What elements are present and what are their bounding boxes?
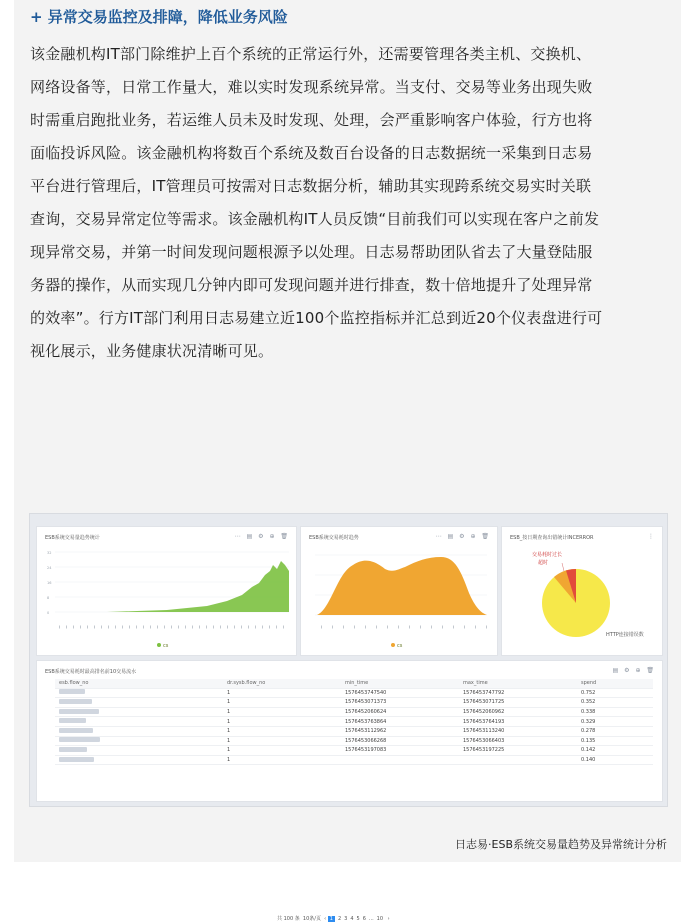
table-cell: 1 [223, 726, 341, 736]
paragraph-line: 网络设备等，日常工作量大，难以实时发现系统异常。当支付、交易等业务出现失败 [30, 78, 593, 96]
table-cell [55, 698, 223, 708]
pie-label: 交易耗时过长 [532, 552, 563, 558]
card-title: ESB系统交易耗时最高排名前10交易流水 [45, 669, 137, 675]
section-heading: + 异常交易监控及排障，降低业务风险 [30, 8, 288, 26]
redacted-value [59, 709, 99, 714]
paragraph-line: 视化展示，业务健康状况清晰可见。 [30, 342, 274, 360]
paragraph-line: 时需重启跑批业务，若运维人员未及时发现、处理，会严重影响客户体验，行方也将 [30, 111, 593, 129]
redacted-value [59, 737, 100, 742]
table-cell: 1576453197083 [341, 746, 459, 756]
prev-page-icon[interactable]: ‹ [324, 916, 327, 922]
table-row[interactable] [55, 755, 653, 765]
page-number[interactable]: 10 [376, 916, 384, 922]
paragraph-line: 面临投诉风险。该金融机构将数百个系统及数百台设备的日志数据统一采集到日志易 [30, 144, 593, 162]
svg-text:0: 0 [47, 611, 50, 615]
flow-table [55, 679, 653, 765]
table-cell: 1576453066268 [341, 736, 459, 746]
table-row[interactable] [55, 688, 653, 698]
chart-legend[interactable]: cs [391, 643, 402, 649]
column-header[interactable]: max_time [459, 679, 577, 688]
paragraph-line: 务器的操作，从而实现几分钟内即可发现问题并进行排查，数十倍地提升了处理异常 [30, 276, 593, 294]
table-cell: 0.338 [577, 707, 653, 717]
redacted-value [59, 747, 87, 752]
card-title: ESB_按日期查询出错统计INCERROR [510, 535, 594, 541]
table-cell: 1576453747792 [459, 688, 577, 698]
table-row[interactable] [55, 707, 653, 717]
page-number[interactable]: 6 [362, 916, 366, 922]
paragraph-line: 的效率”。行方IT部门利用日志易建立近100个监控指标并汇总到近20个仪表盘进行可 [30, 309, 603, 327]
column-header[interactable]: dr.sysb.flow_no [223, 679, 341, 688]
paragraph-line: 现异常交易，并第一时间发现问题根源予以处理。日志易帮助团队省去了大量登陆服 [30, 243, 593, 261]
card-toolbar[interactable]: ⋯ ▤ ⚙ ⊕ 🗑 [435, 533, 491, 540]
table-row[interactable] [55, 736, 653, 746]
volume-area-chart [37, 527, 296, 655]
table-cell: 1576453112962 [341, 726, 459, 736]
table-cell: 1576453763864 [341, 717, 459, 727]
table-cell: 1576453071725 [459, 698, 577, 708]
redacted-value [59, 699, 92, 704]
volume-trend-card [36, 526, 297, 656]
page-number[interactable]: 4 [350, 916, 354, 922]
pager-total: 共 100 条 [277, 916, 300, 922]
more-icon[interactable]: ⋮ [648, 533, 656, 540]
svg-text:32: 32 [47, 551, 52, 555]
pie-legend-label: HTTP连接错误数 [606, 632, 644, 638]
page-number[interactable]: 3 [344, 916, 348, 922]
table-header-row [55, 679, 653, 688]
table-cell: 0.352 [577, 698, 653, 708]
table-cell: 1576452060624 [341, 707, 459, 717]
article-paragraph [30, 38, 666, 368]
column-header[interactable]: min_time [341, 679, 459, 688]
card-title: ESB系统交易量趋势统计 [45, 535, 100, 541]
page-number[interactable]: ... [368, 916, 374, 922]
table-cell: 1 [223, 717, 341, 727]
table-cell: 0.135 [577, 736, 653, 746]
table-cell [55, 726, 223, 736]
table-cell: 1576453066403 [459, 736, 577, 746]
redacted-value [59, 728, 93, 733]
table-cell: 1576453197225 [459, 746, 577, 756]
card-title: ESB系统交易耗时趋势 [309, 535, 359, 541]
table-cell: 1 [223, 746, 341, 756]
table-cell [459, 755, 577, 765]
table-row[interactable] [55, 746, 653, 756]
table-cell: 0.140 [577, 755, 653, 765]
chart-legend[interactable]: cs [157, 643, 168, 649]
table-cell: 0.329 [577, 717, 653, 727]
table-cell [55, 736, 223, 746]
pie-label: 超时 [538, 560, 549, 566]
table-cell [55, 755, 223, 765]
table-row[interactable] [55, 717, 653, 727]
table-cell: 0.142 [577, 746, 653, 756]
redacted-value [59, 718, 86, 723]
table-cell: 1576453113240 [459, 726, 577, 736]
table-cell: 1576453071373 [341, 698, 459, 708]
table-row[interactable] [55, 698, 653, 708]
svg-text:8: 8 [47, 596, 50, 600]
latency-trend-card [300, 526, 498, 656]
table-cell: 1 [223, 755, 341, 765]
column-header[interactable]: esb.flow_no [55, 679, 223, 688]
table-cell: 1576453764193 [459, 717, 577, 727]
error-pie-card [501, 526, 663, 656]
card-toolbar[interactable]: ⋯ ▤ ⚙ ⊕ 🗑 [234, 533, 290, 540]
page-number[interactable]: 1 [329, 916, 333, 922]
next-page-icon[interactable]: › [387, 916, 390, 922]
paragraph-line: 平台进行管理后，IT管理员可按需对日志数据分析，辅助其实现跨系统交易实时关联 [30, 177, 592, 195]
table-cell [341, 755, 459, 765]
paragraph-line: 查询，交易异常定位等需求。该金融机构IT人员反馈“目前我们可以实现在客户之前发 [30, 210, 600, 228]
pagination[interactable] [277, 915, 390, 922]
table-cell: 1 [223, 688, 341, 698]
table-cell: 1 [223, 707, 341, 717]
table-cell [55, 688, 223, 698]
table-cell: 1 [223, 736, 341, 746]
table-cell [55, 717, 223, 727]
paragraph-line: 该金融机构IT部门除维护上百个系统的正常运行外，还需要管理各类主机、交换机、 [30, 45, 592, 63]
table-row[interactable] [55, 726, 653, 736]
card-toolbar[interactable]: ▤ ⚙ ⊕ 🗑 [612, 667, 656, 674]
table-cell [55, 707, 223, 717]
table-cell [55, 746, 223, 756]
svg-text:24: 24 [47, 566, 52, 570]
table-cell: 1576453747540 [341, 688, 459, 698]
page-number[interactable]: 2 [337, 916, 342, 922]
table-cell: 1576452060962 [459, 707, 577, 717]
page-size-select[interactable]: 10条/页 [302, 916, 321, 922]
latency-area-chart [301, 527, 497, 655]
table-cell: 1 [223, 698, 341, 708]
page-number[interactable]: 5 [356, 916, 360, 922]
svg-text:16: 16 [47, 581, 52, 585]
table-cell: 0.752 [577, 688, 653, 698]
column-header[interactable]: spend [577, 679, 653, 688]
redacted-value [59, 689, 85, 694]
figure-caption: 日志易·ESB系统交易量趋势及异常统计分析 [455, 838, 667, 851]
redacted-value [59, 757, 94, 762]
table-cell: 0.278 [577, 726, 653, 736]
